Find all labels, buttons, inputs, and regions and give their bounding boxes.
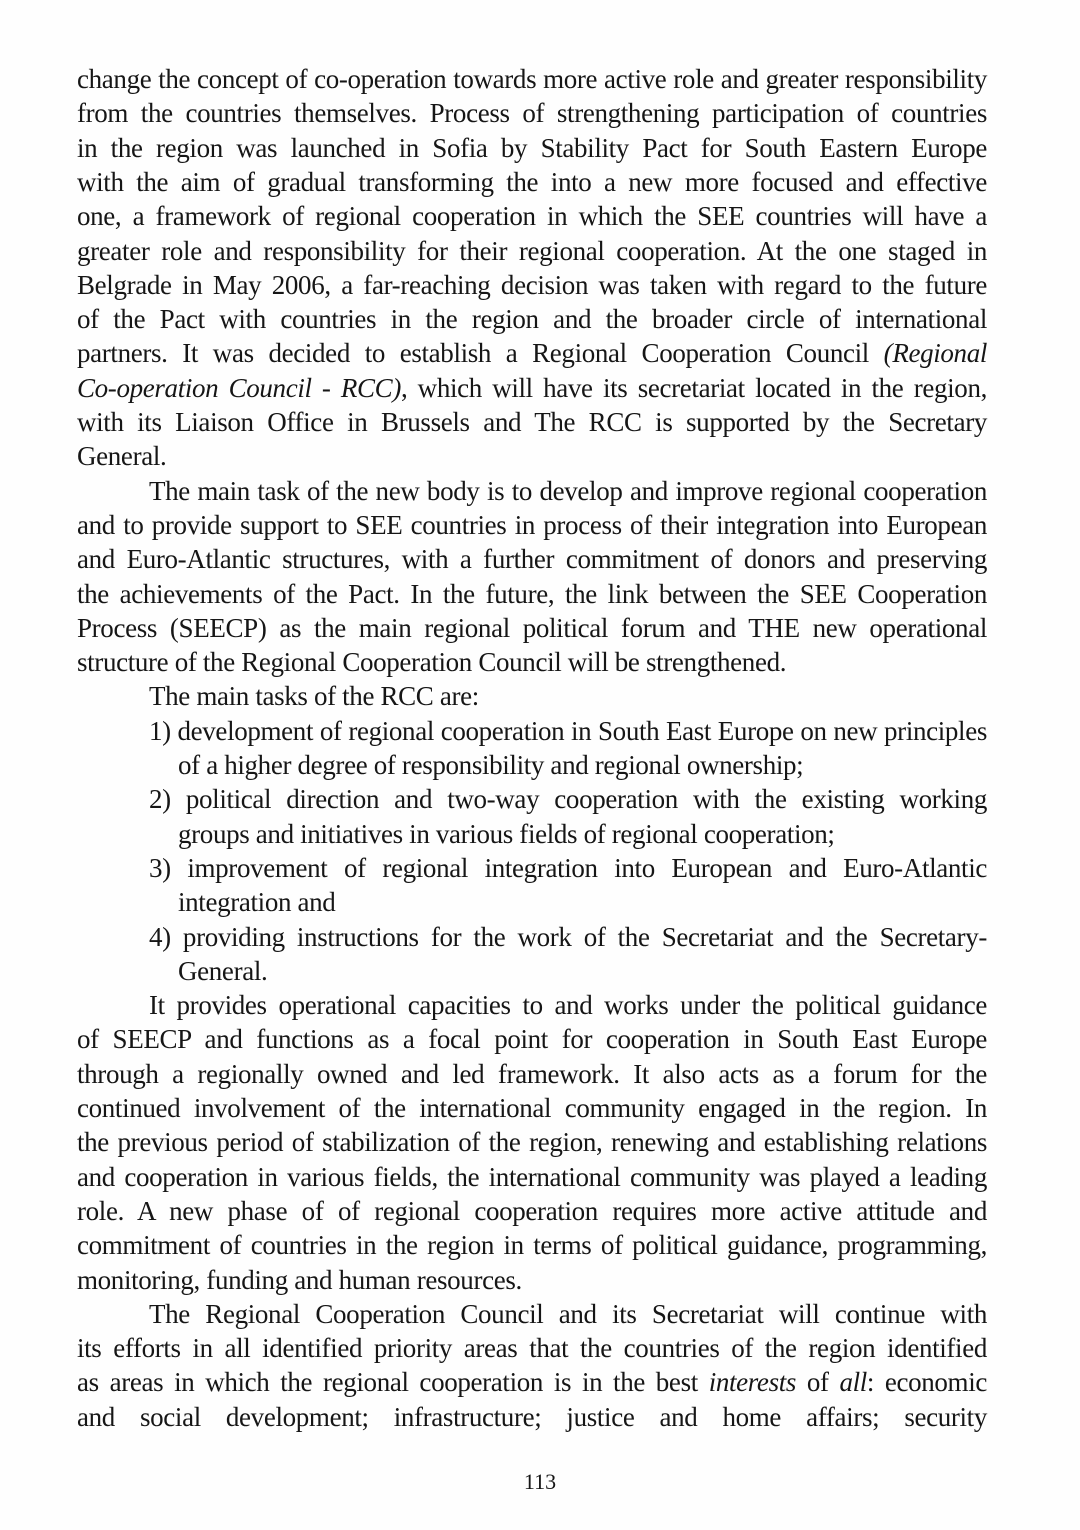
text-run: , which will have its secretariat located in the region,: [400, 372, 987, 403]
text-line: structure of the Regional Cooperation Council will be strengthened.: [77, 647, 787, 678]
text-line: with its Liaison Office in Brussels and The RCC is supported by the Secretary: [77, 407, 987, 437]
italic-text: (Regional: [883, 338, 987, 369]
text-line: role. A new phase of of regional cooperation requires more active attitude and: [77, 1195, 987, 1226]
text-line: and to provide support to SEE countries in process of their integration into European: [77, 509, 987, 540]
text-line: General.: [77, 441, 167, 472]
text-line: [77, 1365, 987, 1399]
text-line: with the aim of gradual transforming the into a new more focused and effective: [77, 166, 987, 197]
text-line: The main task of the new body is to develop and improve regional cooperation: [149, 475, 987, 506]
text-line: The Regional Cooperation Council and its Secretariat will continue with: [149, 1298, 987, 1329]
list-item-line: 2) political direction and two-way cooperation with the existing working: [149, 784, 987, 815]
text-line: The main tasks of the RCC are:: [149, 681, 479, 712]
list-item-line: 1) development of regional cooperation in South East Europe on new principles: [149, 715, 987, 746]
list-item-line: General.: [178, 955, 268, 986]
list-item-line: 3) improvement of regional integration into European and Euro-Atlantic: [149, 852, 987, 883]
list-item-line: integration and: [178, 887, 336, 918]
text-run: of: [796, 1367, 840, 1398]
text-line: its efforts in all identified priority areas that the countries of the region identified: [77, 1333, 987, 1364]
text-line: and Euro-Atlantic structures, with a further commitment of donors and preserving: [77, 544, 987, 575]
list-item-line: groups and initiatives in various fields of regional cooperation;: [178, 818, 835, 849]
page-number: 113: [523, 1469, 557, 1494]
text-line: the previous period of stabilization of the region, renewing and establishing relations: [77, 1127, 987, 1158]
text-line: [77, 336, 987, 370]
text-run: as areas in which the regional cooperation is in the best: [77, 1367, 709, 1398]
italic-text: interests: [708, 1367, 797, 1398]
italic-text: all: [839, 1367, 867, 1398]
text-line: the achievements of the Pact. In the future, the link between the SEE Cooperation: [77, 578, 987, 609]
italic-text: Co-operation Council - RCC): [77, 372, 401, 403]
text-run: : economic: [866, 1367, 987, 1398]
text-line: and cooperation in various fields, the international community was played a leading: [77, 1161, 987, 1192]
text-line: Belgrade in May 2006, a far-reaching decision was taken with regard to the future: [77, 269, 987, 300]
text-line: [77, 371, 987, 405]
list-item-line: 4) providing instructions for the work of the Secretariat and the Secretary-: [149, 921, 987, 952]
text-run: partners. It was decided to establish a Regional Cooperation Council: [77, 338, 884, 369]
text-line: commitment of countries in the region in terms of political guidance, programming,: [77, 1230, 987, 1261]
text-line: change the concept of co-operation towards more active role and greater responsibility: [77, 64, 987, 94]
text-line: in the region was launched in Sofia by Stability Pact for South Eastern Europe: [77, 132, 987, 163]
text-line: of SEECP and functions as a focal point for cooperation in South East Europe: [77, 1024, 987, 1055]
text-line: greater role and responsibility for their regional cooperation. At the one staged in: [77, 235, 987, 266]
text-line: Process (SEECP) as the main regional political forum and THE new operational: [77, 612, 987, 643]
text-line: from the countries themselves. Process of strengthening participation of countries: [77, 98, 987, 129]
text-line: through a regionally owned and led framework. It also acts as a forum for the: [77, 1058, 987, 1089]
text-line: and social development; infrastructure; justice and home affairs; security: [77, 1401, 987, 1432]
text-line: one, a framework of regional cooperation in which the SEE countries will have a: [77, 201, 987, 232]
text-line: It provides operational capacities to and works under the political guidance: [149, 990, 987, 1021]
list-item-line: of a higher degree of responsibility and regional ownership;: [178, 750, 804, 780]
text-line: monitoring, funding and human resources.: [77, 1264, 522, 1295]
text-line: continued involvement of the international community engaged in the region. In: [77, 1093, 987, 1123]
text-line: of the Pact with countries in the region and the broader circle of international: [77, 304, 987, 335]
